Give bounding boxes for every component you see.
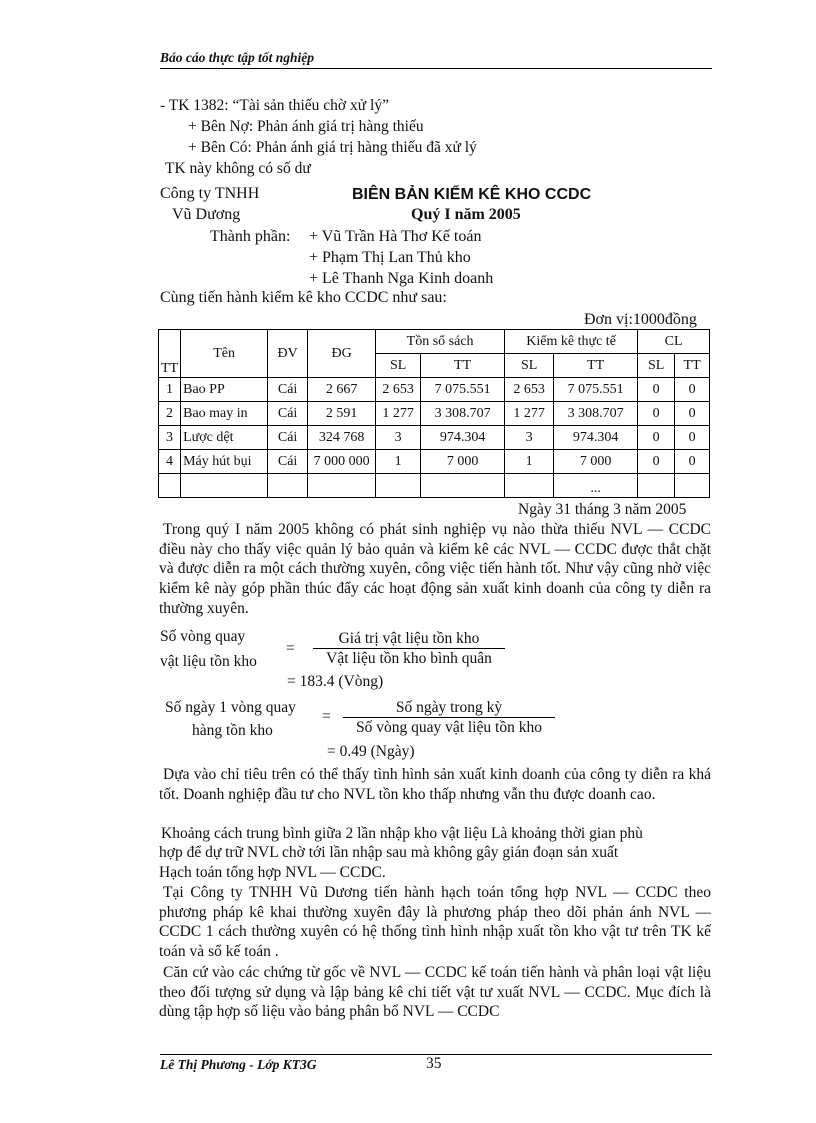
cell-unit: Cái [268, 378, 308, 402]
cell-actual-tt: 7 075.551 [554, 378, 638, 402]
header-actual-tt: TT [554, 354, 638, 378]
paragraph-5: Căn cứ vào các chứng từ gốc về NVL — CCDC kế toán tiến hành và phân loại vật liệu theo đối tượng sử dụng và lập bảng kê chi tiết vật tư xuất NVL — CCDC. Mục đích là dùng tập hợp số liệu vào bảng phân bổ NVL — CCDC [159, 964, 711, 1021]
table-header-row-1 [159, 330, 710, 354]
account-line-3: + Bên Có: Phản ánh giá trị hàng thiếu đã xử lý [188, 139, 477, 156]
member-2: + Phạm Thị Lan Thủ kho [309, 249, 471, 266]
paragraph-1: Trong quý I năm 2005 không có phát sinh nghiệp vụ nào thừa thiếu NVL — CCDC điều này cho thấy việc quản lý bảo quản và kiểm kê các NVL — CCDC được thắt chặt và được diễn ra một cách thường xuyên, công việc tiến hành tốt. Như vậy cũng nhờ việc kiểm kê này góp phần thúc đẩy các hoạt động sản xuất kinh doanh của công ty diễn ra thường xuyên. [159, 521, 711, 617]
cell-empty [308, 474, 376, 498]
cell-book-sl: 2 653 [376, 378, 421, 402]
cell-name: Bao may in [181, 402, 268, 426]
page-header-title: Báo cáo thực tập tốt nghiệp [160, 50, 314, 65]
cell-actual-tt: 7 000 [554, 450, 638, 474]
cell-price: 2 591 [308, 402, 376, 426]
cell-diff-sl: 0 [638, 450, 675, 474]
paragraph-4: Tại Công ty TNHH Vũ Dương tiến hành hạch toán tổng hợp NVL — CCDC theo phương pháp kê khai thường xuyên đây là phương pháp theo dõi phản ánh NVL — CCDC 1 cách thường xuyên có hệ thống tình hình nhập xuất tồn kho vật tư trên TK kế toán và sổ kế toán . [159, 884, 711, 961]
page-number: 35 [426, 1055, 442, 1072]
cell-price: 324 768 [308, 426, 376, 450]
header-book-tt: TT [421, 354, 505, 378]
report-period: Quý I năm 2005 [411, 206, 521, 223]
header-tt: TT [159, 330, 181, 378]
formula2-result: = 0.49 (Ngày) [327, 743, 415, 760]
cell-unit: Cái [268, 450, 308, 474]
company-line-2: Vũ Dương [172, 206, 241, 223]
cell-tt: 1 [159, 378, 181, 402]
formula1-label-line2: vật liệu tồn kho [160, 653, 257, 670]
cell-empty [638, 474, 675, 498]
cell-name: Máy hút bụi [181, 450, 268, 474]
formula2-denominator: Số vòng quay vật liệu tồn kho [356, 719, 542, 736]
header-name: Tên [181, 330, 268, 378]
paragraph-3-line2: hợp để dự trữ NVL chờ tới lần nhập sau mà không gây gián đoạn sản xuất [159, 844, 619, 861]
cell-price: 2 667 [308, 378, 376, 402]
cell-diff-tt: 0 [675, 402, 710, 426]
cell-diff-tt: 0 [675, 426, 710, 450]
cell-ellipsis: ... [554, 474, 638, 498]
header-unit: ĐV [268, 330, 308, 378]
formula1-equals: = [286, 640, 295, 657]
account-line-1: - TK 1382: “Tài sản thiếu chờ xử lý” [160, 97, 389, 114]
header-actual-sl: SL [505, 354, 554, 378]
footer-author: Lê Thị Phương - Lớp KT3G [160, 1057, 317, 1072]
cell-actual-sl: 3 [505, 426, 554, 450]
cell-empty [376, 474, 421, 498]
header-actual: Kiểm kê thực tế [505, 330, 638, 354]
cell-unit: Cái [268, 426, 308, 450]
header-book-sl: SL [376, 354, 421, 378]
cell-book-sl: 3 [376, 426, 421, 450]
cell-actual-tt: 3 308.707 [554, 402, 638, 426]
cell-book-tt: 7 000 [421, 450, 505, 474]
formula1-denominator: Vật liệu tồn kho bình quân [326, 650, 492, 667]
cell-diff-tt: 0 [675, 378, 710, 402]
inventory-intro: Cùng tiến hành kiểm kê kho CCDC như sau: [160, 289, 447, 306]
cell-actual-tt: 974.304 [554, 426, 638, 450]
paragraph-2: Dựa vào chỉ tiêu trên có thể thấy tình hình sản xuất kinh doanh của công ty diễn ra khá tốt. Doanh nghiệp đầu tư cho NVL tồn kho thấp nhưng vẫn thu được doanh cao. [159, 766, 711, 803]
section-heading: Hạch toán tổng hợp NVL — CCDC. [159, 864, 386, 881]
cell-actual-sl: 1 277 [505, 402, 554, 426]
table-row [159, 378, 710, 402]
header-book: Tồn sổ sách [376, 330, 505, 354]
formula2-label-line2: hàng tồn kho [192, 722, 273, 739]
cell-book-tt: 3 308.707 [421, 402, 505, 426]
cell-empty [505, 474, 554, 498]
formula2-numerator: Số ngày trong kỳ [395, 699, 503, 716]
member-3: + Lê Thanh Nga Kinh doanh [309, 270, 494, 287]
cell-diff-sl: 0 [638, 402, 675, 426]
cell-actual-sl: 1 [505, 450, 554, 474]
cell-diff-sl: 0 [638, 378, 675, 402]
cell-actual-sl: 2 653 [505, 378, 554, 402]
cell-unit: Cái [268, 402, 308, 426]
formula1-numerator: Giá trị vật liệu tồn kho [338, 630, 480, 647]
header-diff: CL [638, 330, 710, 354]
account-line-2: + Bên Nợ: Phản ánh giá trị hàng thiếu [188, 118, 424, 135]
formula1-fraction-bar [313, 648, 505, 649]
cell-book-tt: 7 075.551 [421, 378, 505, 402]
header-diff-tt: TT [675, 354, 710, 378]
header-price: ĐG [308, 330, 376, 378]
cell-diff-sl: 0 [638, 426, 675, 450]
cell-empty [675, 474, 710, 498]
member-1: + Vũ Trần Hà Thơ Kế toán [309, 228, 482, 245]
table-row-ellipsis [159, 474, 710, 498]
cell-diff-tt: 0 [675, 450, 710, 474]
table-row [159, 450, 710, 474]
cell-price: 7 000 000 [308, 450, 376, 474]
cell-book-sl: 1 277 [376, 402, 421, 426]
cell-book-sl: 1 [376, 450, 421, 474]
cell-empty [159, 474, 181, 498]
cell-book-tt: 974.304 [421, 426, 505, 450]
unit-note: Đơn vị:1000đồng [584, 311, 697, 328]
account-line-4: TK này không có số dư [165, 160, 311, 177]
header-rule [160, 68, 712, 69]
cell-name: Bao PP [181, 378, 268, 402]
header-diff-sl: SL [638, 354, 675, 378]
cell-tt: 3 [159, 426, 181, 450]
cell-tt: 2 [159, 402, 181, 426]
table-row [159, 426, 710, 450]
formula2-equals: = [322, 708, 331, 725]
inventory-table [158, 329, 710, 498]
cell-empty [181, 474, 268, 498]
paragraph-3-line1: Khoảng cách trung bình giữa 2 lần nhập kho vật liệu Là khoảng thời gian phù [161, 825, 643, 842]
report-title: BIÊN BẢN KIỂM KÊ KHO CCDC [352, 186, 592, 203]
cell-empty [268, 474, 308, 498]
members-label: Thành phần: [210, 228, 291, 245]
formula2-fraction-bar [343, 717, 555, 718]
company-line-1: Công ty TNHH [160, 185, 260, 202]
table-row [159, 402, 710, 426]
formula2-label-line1: Số ngày 1 vòng quay [165, 699, 296, 716]
cell-tt: 4 [159, 450, 181, 474]
cell-empty [421, 474, 505, 498]
formula1-label-line1: Số vòng quay [160, 628, 246, 645]
cell-name: Lược dệt [181, 426, 268, 450]
report-date: Ngày 31 tháng 3 năm 2005 [518, 501, 687, 518]
formula1-result: = 183.4 (Vòng) [287, 673, 384, 690]
